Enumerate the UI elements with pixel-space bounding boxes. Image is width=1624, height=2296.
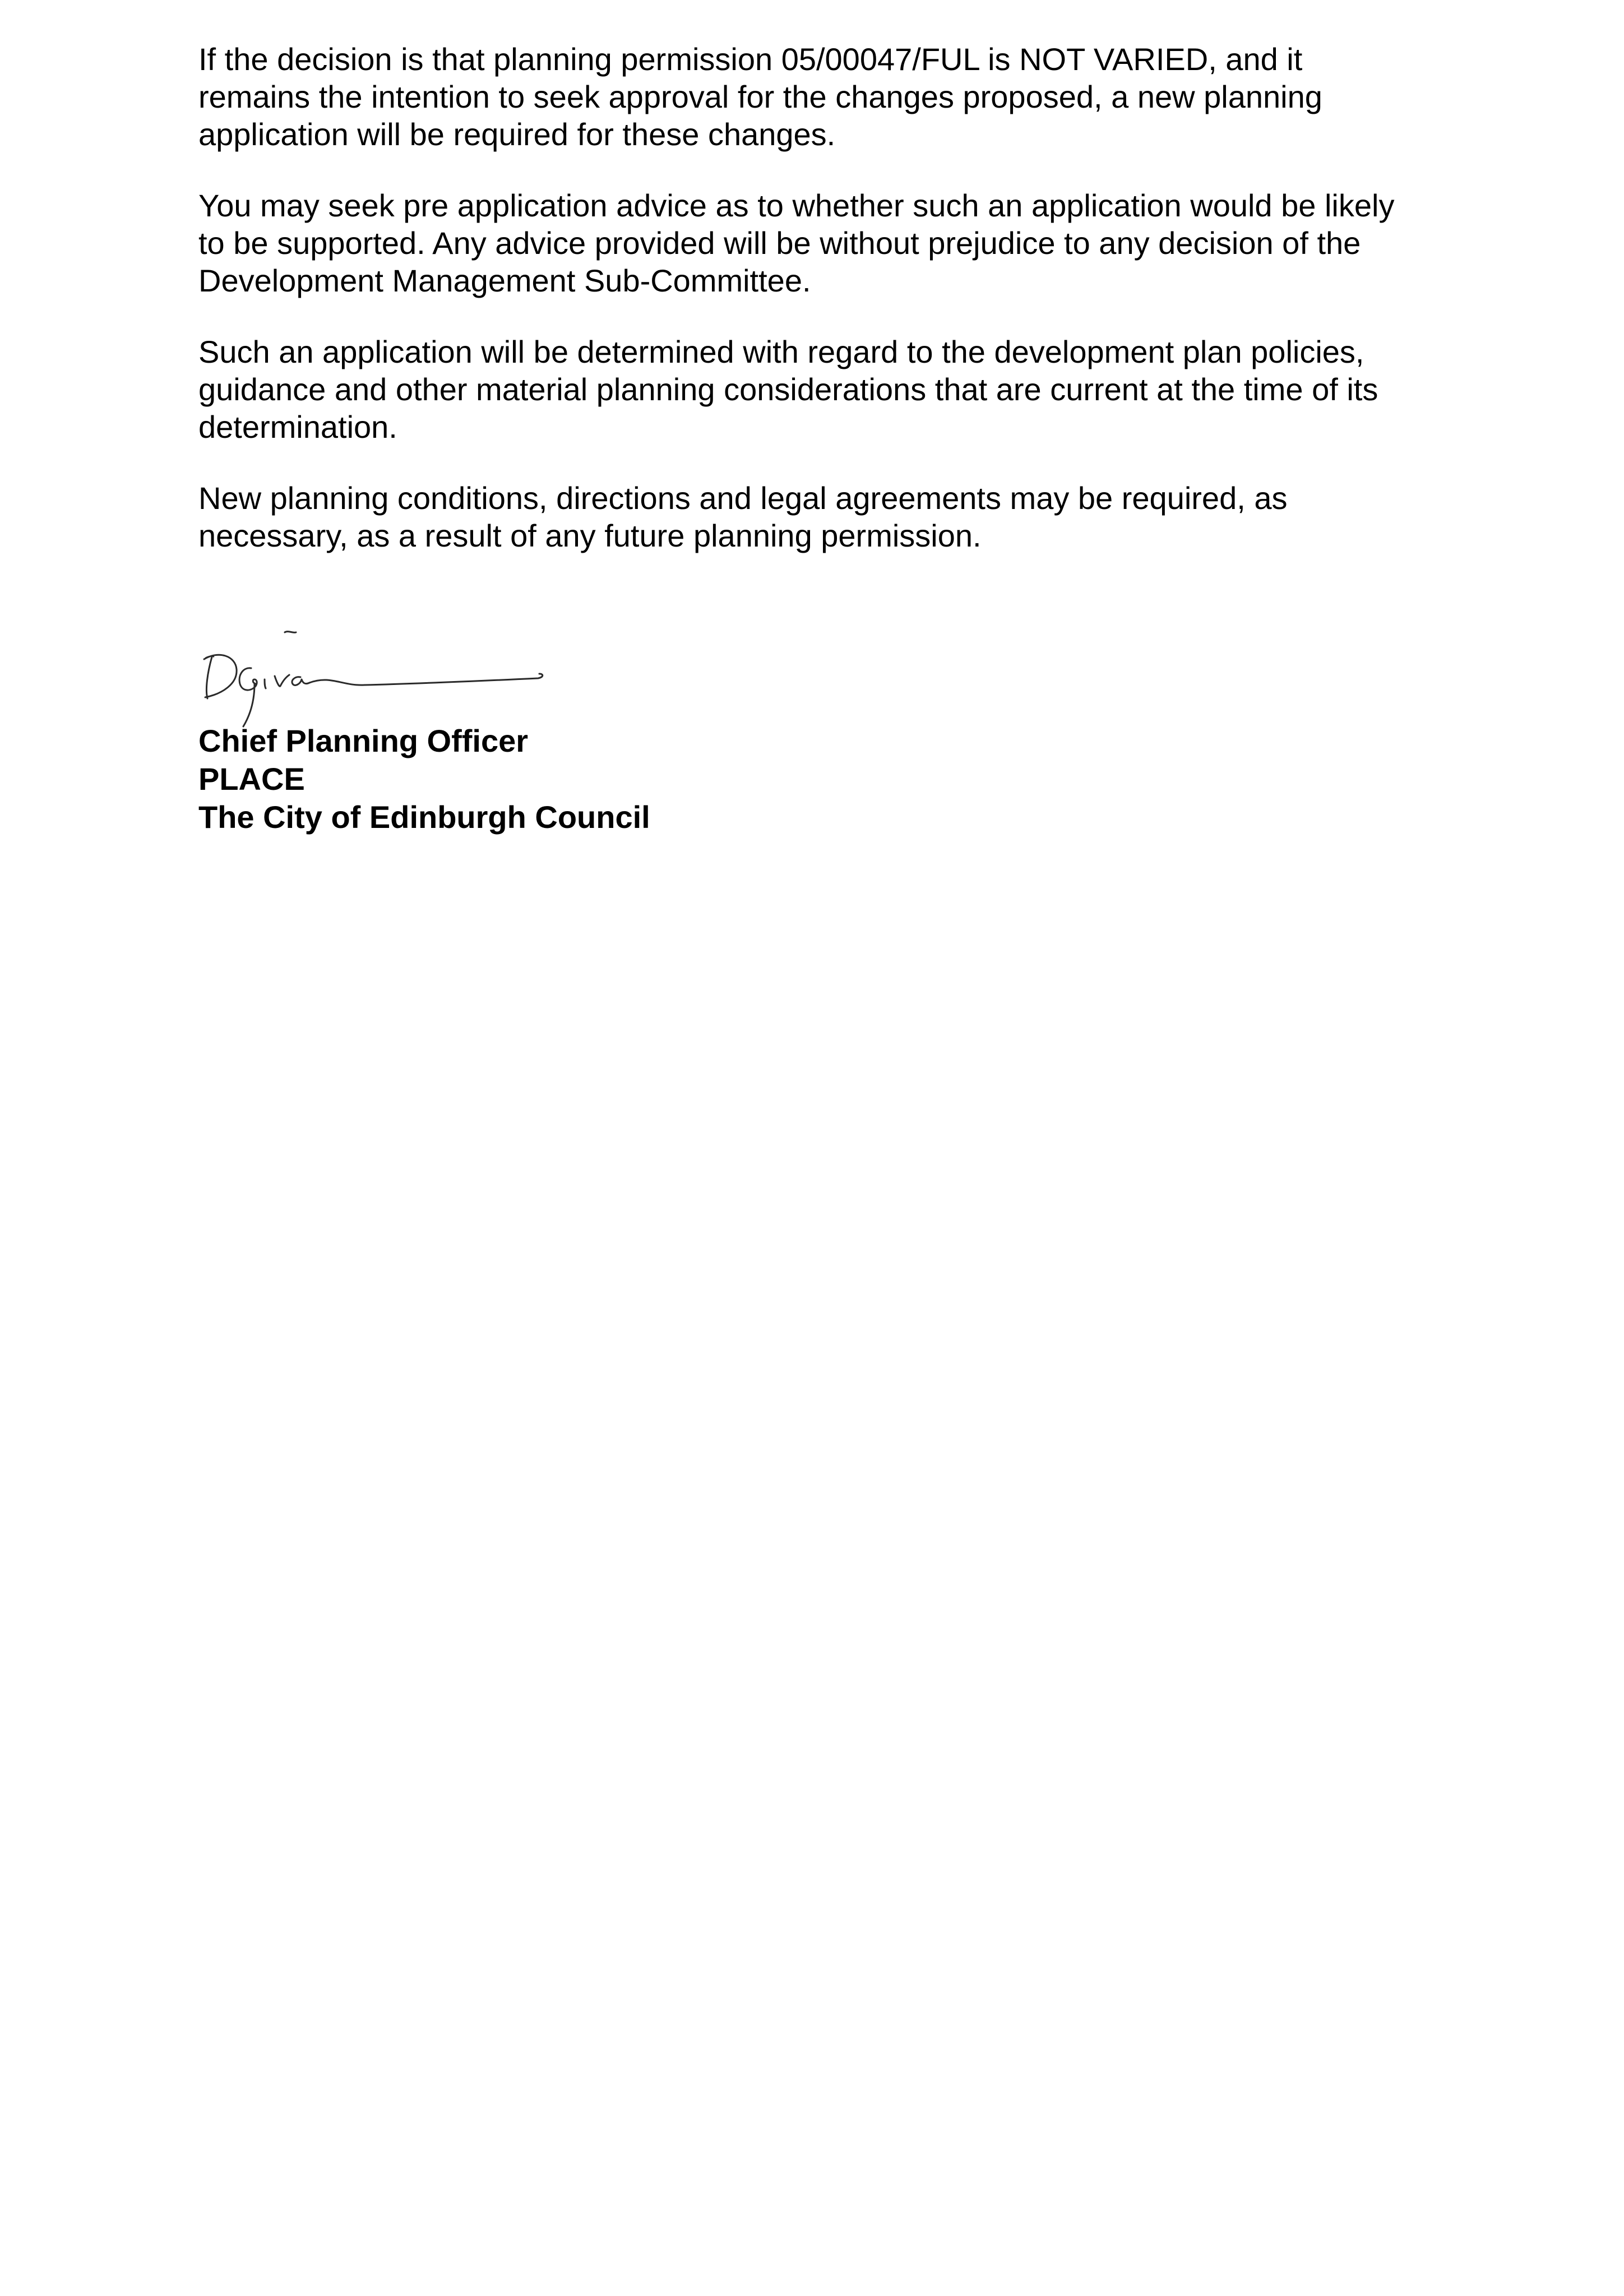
signature-icon xyxy=(196,628,555,729)
paragraph-not-varied: If the decision is that planning permission 05/00047/FUL is NOT VARIED, and it remains the intention to seek approval for the changes proposed, a new planning application will be required for these changes. xyxy=(198,41,1322,152)
signoff-block xyxy=(198,722,650,836)
signoff-organisation: The City of Edinburgh Council xyxy=(198,799,650,835)
paragraph-determination: Such an application will be determined with regard to the development plan policies, guidance and other material planning considerations that are current at the time of its determination. xyxy=(198,334,1378,445)
signoff-department: PLACE xyxy=(198,761,305,797)
paragraph-new-conditions: New planning conditions, directions and legal agreements may be required, as necessary, as a result of any future planning permission. xyxy=(198,480,1288,553)
handwritten-signature xyxy=(196,628,555,729)
letter-body xyxy=(198,40,1471,588)
signoff-title: Chief Planning Officer xyxy=(198,723,529,758)
paragraph-pre-application-advice: You may seek pre application advice as to whether such an application would be likely to be supported. Any advice provided will be without prejudice to any decision of the Development Management Sub-Committee. xyxy=(198,188,1395,298)
